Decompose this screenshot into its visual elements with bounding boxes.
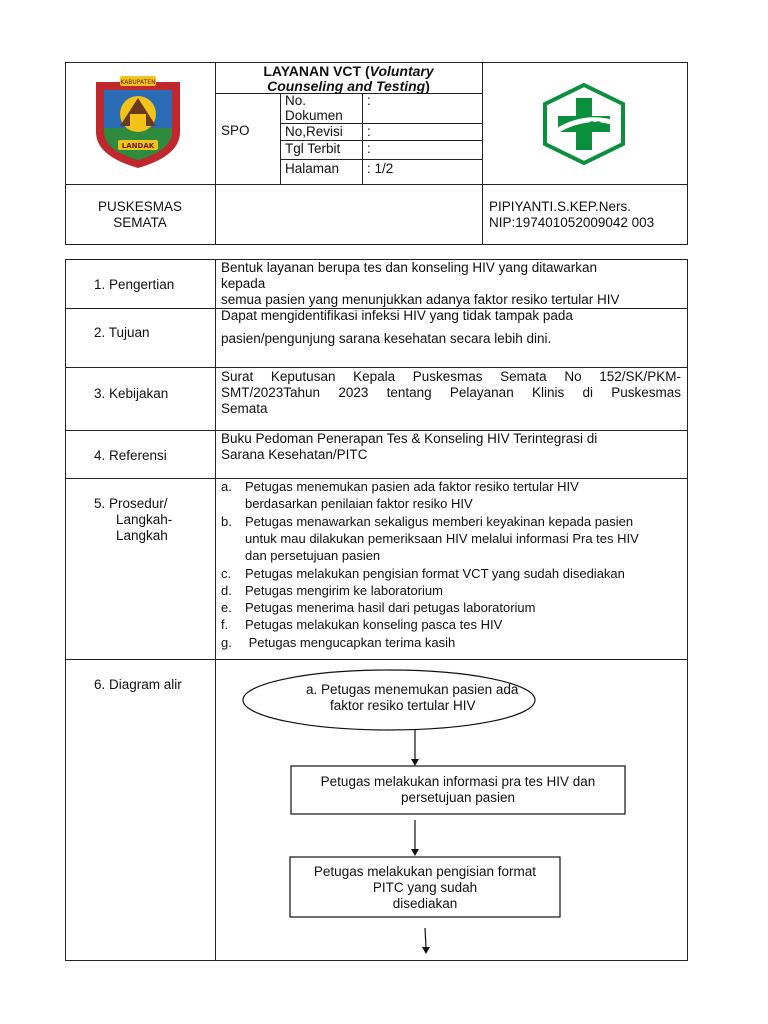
kebijakan-text <box>221 369 681 417</box>
revisi-label: No,Revisi <box>285 124 343 139</box>
procedure-marker: d. <box>221 582 232 598</box>
procedure-line <box>221 635 455 650</box>
procedure-line <box>221 548 380 563</box>
section-label-kebijakan: 3. Kebijakan <box>94 386 169 401</box>
node-line: faktor resiko tertular HIV <box>330 698 476 713</box>
procedure-marker: b. <box>221 513 232 529</box>
revisi-value: : <box>367 124 371 139</box>
procedure-line <box>221 514 633 529</box>
pengertian-text <box>221 260 681 308</box>
document-title <box>215 64 482 94</box>
header-divider <box>280 93 281 184</box>
text-line: Semata <box>221 401 268 416</box>
text-line: SMT/2023Tahun 2023 tentang Pelayanan Klinis di Puskesmas <box>221 385 681 400</box>
label-line: 5. Prosedur/ <box>94 496 168 511</box>
terbit-label: Tgl Terbit <box>285 141 341 156</box>
header-divider <box>362 93 363 184</box>
doc-label-text: No. Dokumen <box>285 93 343 123</box>
signer-block <box>489 199 654 231</box>
puskesmas-logo <box>540 82 628 166</box>
tujuan-line: Dapat mengidentifikasi infeksi HIV yang tidak tampak pada <box>221 308 573 323</box>
arrow-head-icon <box>422 947 430 954</box>
halaman-label: Halaman <box>285 161 340 176</box>
procedure-marker: g. <box>221 634 232 650</box>
node-line: persetujuan pasien <box>400 790 516 805</box>
title-italic: Counseling and Testing <box>267 78 426 94</box>
section-label-diagram: 6. Diagram alir <box>94 677 182 692</box>
emblem-bottom-text: LANDAK <box>121 142 155 150</box>
title-italic: Voluntary <box>369 63 434 79</box>
procedure-text: Petugas mengirim ke laboratorium <box>245 582 443 598</box>
referensi-text <box>221 431 597 463</box>
text-line: Sarana Kesehatan/PITC <box>221 447 368 462</box>
procedure-text: untuk mau dilakukan pemeriksaan HIV melalui informasi Pra tes HIV <box>245 530 639 546</box>
doc-label <box>285 93 345 123</box>
procedure-line <box>221 566 625 581</box>
procedure-marker: a. <box>221 479 232 494</box>
procedure-text: Petugas menerima hasil dari petugas laboratorium <box>245 600 536 616</box>
signer-name: PIPIYANTI.S.KEP.Ners. <box>489 199 632 214</box>
regency-emblem <box>90 72 186 170</box>
org-line: PUSKESMAS <box>97 199 183 214</box>
procedure-text: Petugas menawarkan sekaligus memberi keyakinan kepada pasien <box>245 513 634 529</box>
text-line: Surat Keputusan Kepala Puskesmas Semata No 152/SK/PKM- <box>221 369 681 384</box>
flow-start-label <box>306 682 518 714</box>
procedure-line <box>221 531 639 546</box>
flow-arrow <box>425 928 426 948</box>
section-label-prosedur <box>94 496 172 544</box>
title-text: LAYANAN VCT ( <box>263 63 370 79</box>
procedure-marker: c. <box>221 565 232 581</box>
flow-step-3-label <box>290 864 560 912</box>
procedure-text: Petugas menemukan pasien ada faktor resiko tertular HIV <box>245 479 579 494</box>
title-text: ) <box>425 78 430 94</box>
text-line: Buku Pedoman Penerapan Tes & Konseling HIV Terintegrasi di <box>221 431 598 446</box>
spo-label: SPO <box>221 123 250 138</box>
text-line: kepada <box>221 276 266 291</box>
flow-step-2-label <box>291 774 625 806</box>
terbit-value: : <box>367 141 371 156</box>
node-line: Petugas melakukan pengisian format <box>313 864 537 879</box>
text-line: Bentuk layanan berupa tes dan konseling HIV yang ditawarkan <box>221 260 597 275</box>
emblem-top-text: KABUPATEN <box>120 79 156 86</box>
node-line: disediakan <box>392 896 458 911</box>
label-line: Langkah- <box>116 512 173 527</box>
organization-name <box>65 199 215 231</box>
procedure-text: Petugas mengucapkan terima kasih <box>245 634 456 650</box>
procedure-line <box>221 617 502 632</box>
org-line: SEMATA <box>113 215 167 230</box>
header-divider <box>65 184 688 185</box>
text-line: semua pasien yang menunjukkan adanya faktor resiko tertular HIV <box>221 292 620 307</box>
procedure-text: dan persetujuan pasien <box>245 548 381 564</box>
procedure-text: berdasarkan penilaian faktor resiko HIV <box>245 496 473 512</box>
header-divider <box>280 159 482 160</box>
doc-value: : <box>367 93 371 108</box>
procedure-line <box>221 479 579 494</box>
tujuan-line: pasien/pengunjung sarana kesehatan secara lebih dini. <box>221 331 552 346</box>
section-label-tujuan: 2. Tujuan <box>94 325 150 340</box>
procedure-marker: f. <box>221 617 229 633</box>
row-divider <box>65 367 688 368</box>
emblem-door <box>130 114 146 126</box>
node-line: Petugas melakukan informasi pra tes HIV dan <box>320 774 596 789</box>
procedure-line <box>221 600 536 615</box>
section-label-referensi: 4. Referensi <box>94 448 167 463</box>
header-divider <box>482 62 483 245</box>
node-line: a. Petugas menemukan pasien ada <box>306 682 519 697</box>
label-line: Langkah <box>116 528 168 543</box>
arrow-head-icon <box>411 759 419 766</box>
procedure-text: Petugas melakukan konseling pasca tes HIV <box>245 617 503 633</box>
halaman-value: : 1/2 <box>367 161 394 176</box>
arrow-head-icon <box>411 849 419 856</box>
procedure-line <box>221 496 473 511</box>
procedure-text: Petugas melakukan pengisian format VCT yang sudah disediakan <box>245 565 625 581</box>
signer-nip: NIP:197401052009042 003 <box>489 215 655 230</box>
procedure-marker: e. <box>221 600 232 616</box>
procedure-line <box>221 583 443 598</box>
section-label-pengertian: 1. Pengertian <box>94 277 175 292</box>
node-line: PITC yang sudah <box>372 880 478 895</box>
